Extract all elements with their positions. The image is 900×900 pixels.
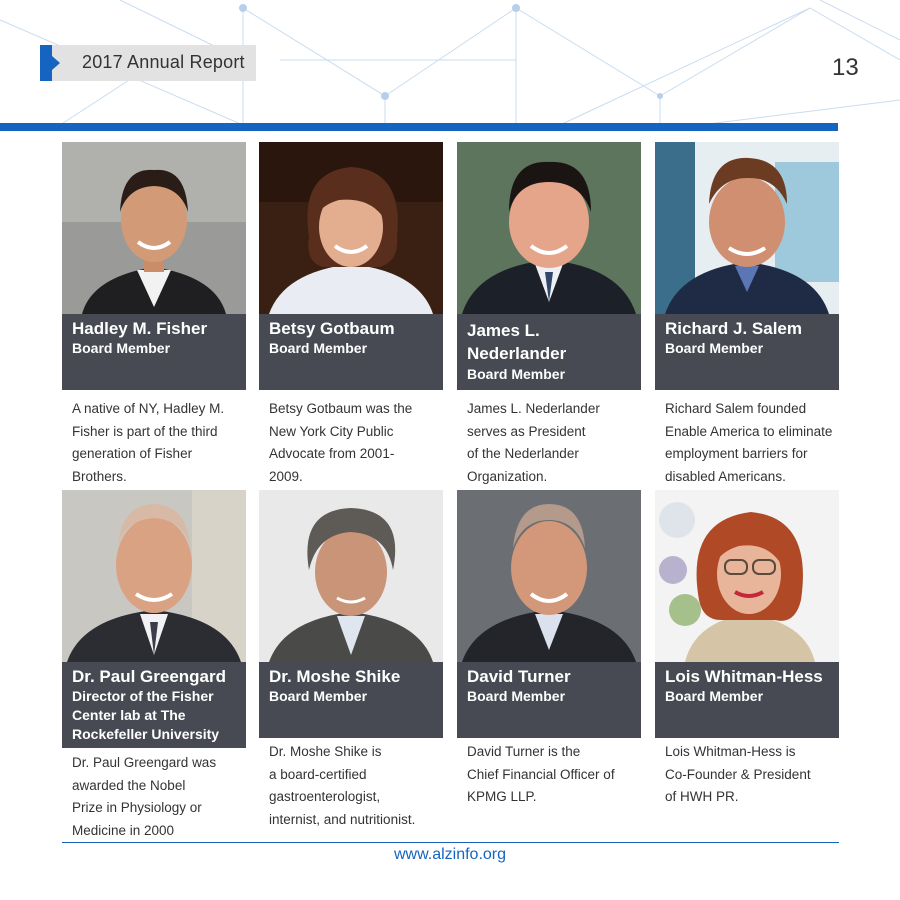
- member-photo: [259, 142, 443, 314]
- member-role: Board Member: [665, 340, 764, 356]
- member-description: Richard Salem founded Enable America to eliminate employment barriers for disabled Americans.: [665, 401, 833, 484]
- page-number: 13: [832, 54, 859, 81]
- member-name: David Turner: [467, 667, 571, 686]
- website-link[interactable]: www.alzinfo.org: [393, 846, 507, 863]
- member-photo: [62, 490, 246, 662]
- member-description: Lois Whitman-Hess is Co-Founder & President of HWH PR.: [665, 744, 811, 804]
- member-role: Board Member: [269, 340, 368, 356]
- member-name: Richard J. Salem: [665, 319, 803, 338]
- member-name: Dr. Paul Greengard: [72, 667, 226, 686]
- member-photo: [62, 142, 246, 314]
- member-name: James L. Nederlander: [467, 321, 567, 363]
- arrow-right-icon: [52, 56, 60, 70]
- member-name-box: [457, 314, 641, 390]
- member-photo: [457, 490, 641, 662]
- member-name: Lois Whitman-Hess: [665, 667, 823, 686]
- report-title: 2017 Annual Report: [82, 52, 245, 72]
- member-name-box: [655, 314, 839, 390]
- member-role: Director of the Fisher Center lab at The Rockefeller University: [72, 688, 220, 742]
- member-role: Board Member: [467, 688, 566, 704]
- member-description: Betsy Gotbaum was the New York City Public Advocate from 2001- 2009.: [269, 401, 413, 484]
- member-photo: [457, 142, 641, 314]
- member-description: Dr. Moshe Shike is a board-certified gastroenterologist, internist, and nutritionist.: [269, 744, 416, 827]
- member-name-box: [655, 662, 839, 738]
- footer-divider: [62, 842, 839, 843]
- member-name: Betsy Gotbaum: [269, 319, 395, 338]
- member-name: Dr. Moshe Shike: [269, 667, 401, 686]
- report-title-tab: [40, 45, 256, 81]
- member-photo: [655, 490, 839, 662]
- member-description: James L. Nederlander serves as President of the Nederlander Organization.: [467, 401, 600, 484]
- member-name-box: [259, 662, 443, 738]
- member-photo: [655, 142, 839, 314]
- member-role: Board Member: [467, 366, 566, 382]
- member-name-box: [62, 314, 246, 390]
- member-role: Board Member: [269, 688, 368, 704]
- member-role: Board Member: [72, 340, 171, 356]
- member-role: Board Member: [665, 688, 764, 704]
- member-name-box: [62, 662, 246, 748]
- member-name: Hadley M. Fisher: [72, 319, 208, 338]
- member-description: David Turner is the Chief Financial Officer of KPMG LLP.: [467, 744, 615, 804]
- member-photo: [259, 490, 443, 662]
- member-description: A native of NY, Hadley M. Fisher is part of the third generation of Fisher Brothers.: [72, 401, 225, 484]
- header-divider: [0, 123, 838, 131]
- member-description: Dr. Paul Greengard was awarded the Nobel Prize in Physiology or Medicine in 2000: [72, 755, 217, 838]
- member-name-box: [259, 314, 443, 390]
- member-name-box: [457, 662, 641, 738]
- tab-accent: [40, 45, 52, 81]
